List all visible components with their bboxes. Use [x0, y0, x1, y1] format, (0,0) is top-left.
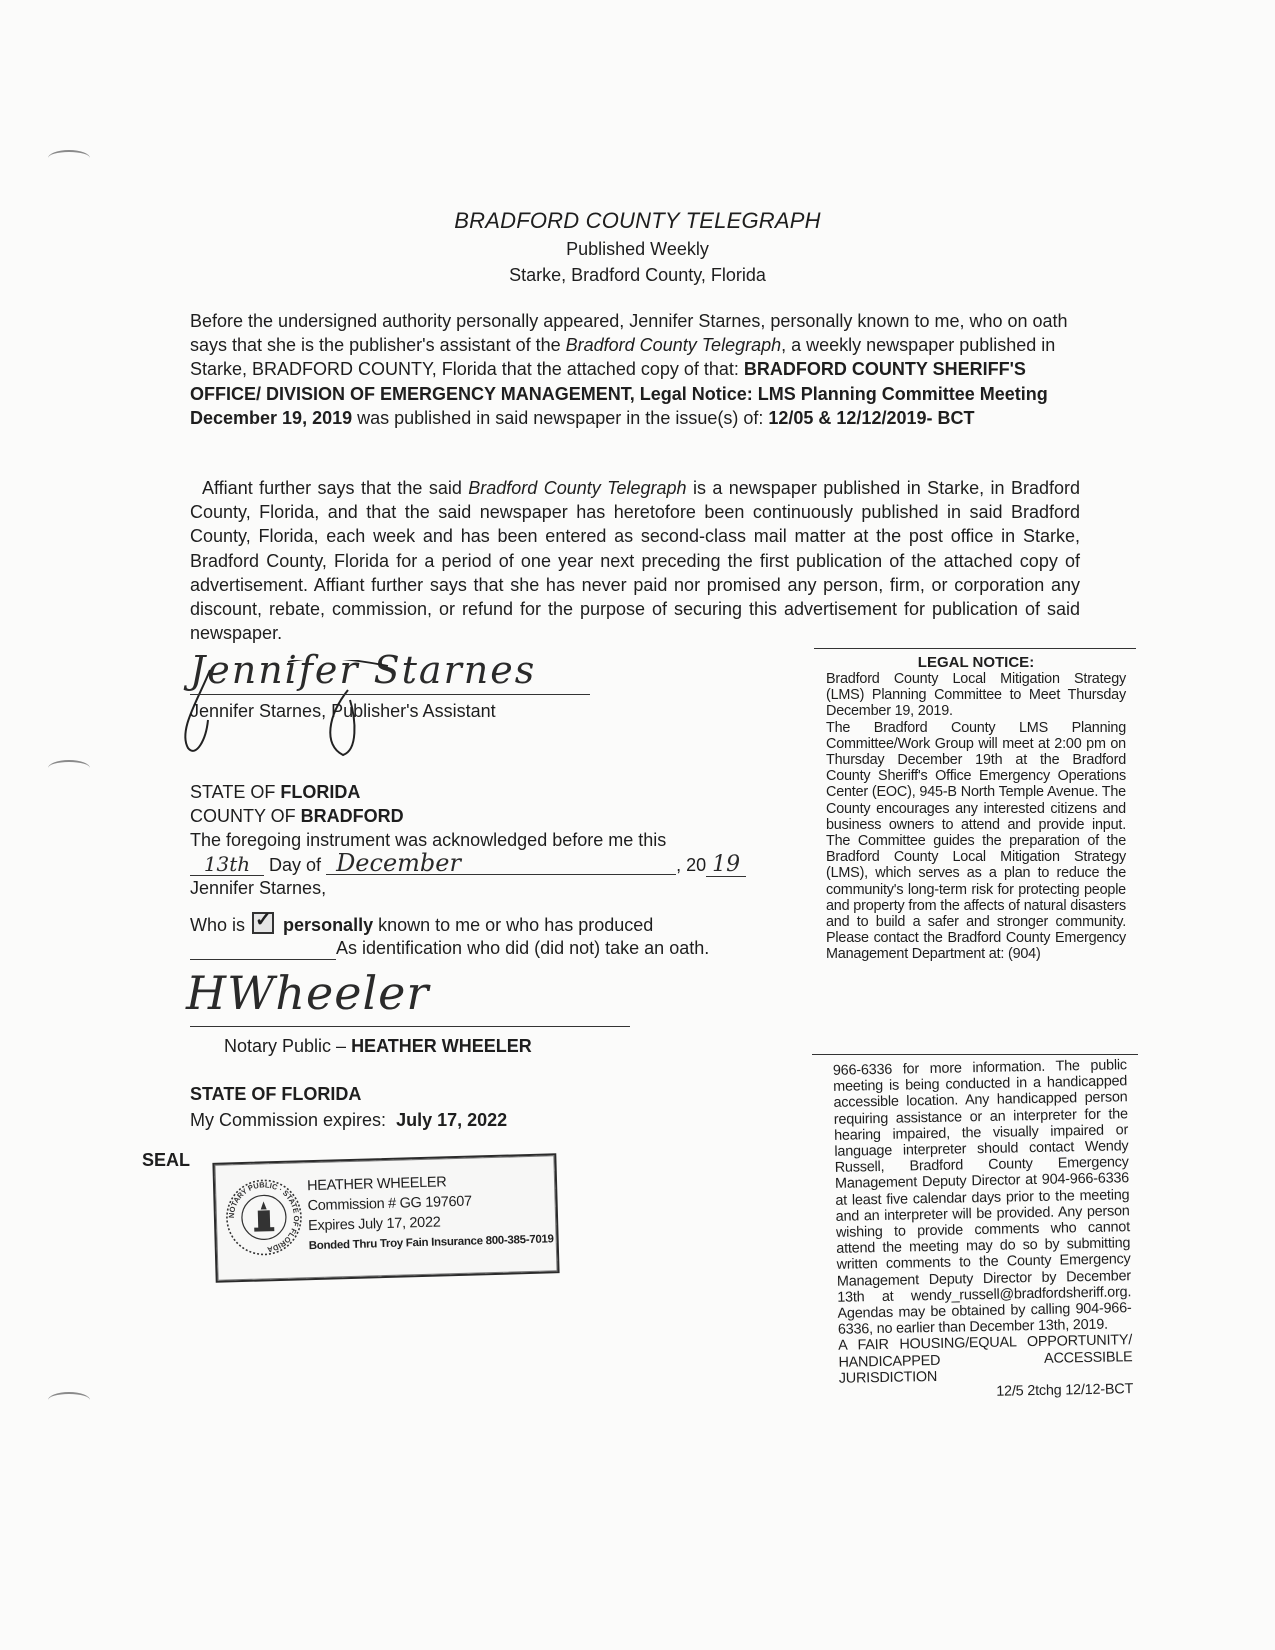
affiant-signature: Jennifer Starnes [190, 648, 537, 692]
who-is-label: Who is [190, 915, 246, 935]
commission-date: July 17, 2022 [396, 1110, 508, 1130]
affiant-caption: Jennifer Starnes, Publisher's Assistant [190, 701, 496, 721]
day-value: 13th [190, 853, 264, 876]
personally-known-checkbox[interactable] [252, 909, 274, 934]
notary-name: HEATHER WHEELER [351, 1036, 532, 1056]
notary-state: STATE OF FLORIDA [190, 1084, 362, 1104]
identification-text: As identification who did (did not) take an oath. [336, 938, 710, 958]
paragraph-text: is a newspaper published in Starke, in Bradford County, Florida, and that the said newspaper has heretofore been continuously published in said Bradford County, Florida, each week and has been entered as second-class mail matter at the post office in Starke, Bradford County, Florida for a period of one year next preceding the first publication of the attached copy of advertisement. Affiant further says that she has never paid nor promised any person, firm, or corporation any discount, rebate, commission, or refund for the purpose of securing this advertisement for publication of said newspaper. [190, 478, 1081, 644]
newspaper-name: Bradford County Telegraph [565, 335, 782, 356]
clipping-title: Bradford County Local Mitigation Strategy (LMS) Planning Committee to Meet Thursday December 19, 2019. [826, 671, 1126, 720]
notary-signature-line [190, 1026, 630, 1027]
commission-label: My Commission expires: [190, 1110, 387, 1130]
florida-notary-emblem-icon [223, 1176, 305, 1258]
year-value: 19 [706, 854, 746, 877]
publication-location: Starke, Bradford County, Florida [509, 265, 766, 285]
seal-text-block [307, 1169, 554, 1256]
notary-signature: HWheeler [186, 966, 430, 1020]
clipping-divider-rule [812, 1054, 1138, 1055]
acknowledgment-statement: The foregoing instrument was acknowledged before me this [190, 830, 667, 850]
notary-seal-stamp [212, 1153, 559, 1283]
county-line [190, 804, 404, 828]
clipping-body-part-1: The Bradford County LMS Planning Committee/Work Group will meet at 2:00 pm on Thursday December 19th at the Bradford County Sheriff's Office Emergency Operations Center (EOC), 945-B North Temple Avenue. The County encourages any interested citizens and business owners to attend and provide input. The Committee guides the preparation of the Bradford County Local Mitigation Strategy (LMS), which serves as a plan to reduce the community's long-term risk for protecting people and property from the affects of natural disasters and to build a safer and stronger community. Please contact the Bradford County Emergency Management Department at: (904) [826, 719, 1126, 963]
state-line [190, 780, 360, 804]
identification-line [190, 909, 654, 937]
affidavit-paragraph-2 [190, 476, 1080, 645]
commission-expiry-line [190, 1108, 507, 1132]
paragraph-text: Before the undersigned authority personally appeared, Jennifer Starnes, personally known to me, who on oath says that she is the publisher's assistant of the [190, 311, 1068, 356]
notary-caption-prefix: Notary Public – [224, 1036, 352, 1056]
county-prefix: COUNTY OF [190, 806, 301, 826]
known-text: known to me or who has produced [378, 915, 654, 935]
paragraph-text: was published in said newspaper in the issue(s) of: [352, 407, 769, 428]
acknowledgment-name: Jennifer Starnes, [190, 878, 327, 898]
acknowledgment-date-line [190, 849, 746, 877]
month-value: December [326, 852, 676, 875]
seal-expiry: Expires July 17, 2022 [307, 1214, 441, 1235]
state-name: FLORIDA [280, 782, 361, 802]
legal-notice-clipping [826, 655, 1126, 963]
seal-commission-number: Commission # GG 197607 [307, 1193, 473, 1215]
hole-punch-mark [48, 760, 90, 776]
legal-notice-clipping-continued [833, 1057, 1133, 1403]
check-mark-icon: ✓ [255, 909, 272, 931]
seal-label: SEAL [142, 1150, 191, 1170]
affiant-signature-line [190, 694, 590, 695]
affidavit-paragraph-1 [190, 309, 1080, 430]
clipping-footer: A FAIR HOUSING/EQUAL OPPORTUNITY/ HANDICAPPED ACCESSIBLE JURISDICTION [838, 1332, 1133, 1387]
year-prefix: , 20 [676, 855, 707, 875]
identification-blank [190, 937, 336, 960]
notary-caption [224, 1034, 532, 1058]
seal-bonding-info: Bonded Thru Troy Fain Insurance 800-385-7019 [308, 1233, 554, 1253]
publication-frequency: Published Weekly [566, 239, 709, 259]
state-prefix: STATE OF [190, 782, 281, 802]
clipping-top-rule [814, 648, 1136, 649]
seal-ring-text: NOTARY PUBLIC · STATE OF FLORIDA [226, 1180, 302, 1255]
paragraph-text: Affiant further says that the said [202, 478, 469, 498]
newspaper-title: BRADFORD COUNTY TELEGRAPH [454, 208, 821, 233]
issue-dates: 12/05 & 12/12/2019- BCT [768, 407, 975, 428]
seal-notary-name: HEATHER WHEELER [306, 1174, 447, 1195]
notice-title: BRADFORD COUNTY SHERIFF'S OFFICE/ DIVISION OF EMERGENCY MANAGEMENT, Legal Notice: LMS Planning Committee Meeting December 19, 2019 [190, 359, 1048, 428]
clipping-body-part-2: 966-6336 for more information. The public meeting is being conducted in a handicapped accessible location. Any handicapped person requiring assistance or an interpreter for the hearing impaired, the visually impaired or language interpreter should contact Wendy Russell, Bradford County Emergency Management Deputy Director at 904-966-6336 at least five calendar days prior to the meeting and an interpreter will be provided. Any person wishing to provide comments who cannot attend the meeting may do so by submitting written comments to the County Emergency Management Deputy Director by December 13th at wendy_russell@bradfordsheriff.org. Agendas may be obtained by calling 904-966-6336, no earlier than December 13th, 2019. [832, 1057, 1132, 1339]
day-label: Day of [269, 855, 322, 875]
county-name: BRADFORD [300, 806, 404, 826]
clipping-publication-code: 12/5 2tchg 12/12-BCT [996, 1381, 1134, 1400]
identification-type-line [190, 936, 709, 960]
newspaper-name: Bradford County Telegraph [468, 478, 687, 498]
paragraph-text: , a weekly newspaper published in Starke, BRADFORD COUNTY, Florida that the attached copy of that: [190, 335, 1056, 380]
clipping-heading: LEGAL NOTICE: [917, 654, 1035, 671]
hole-punch-mark [48, 150, 90, 166]
personally-label: personally [283, 915, 374, 935]
hole-punch-mark [48, 1392, 90, 1408]
